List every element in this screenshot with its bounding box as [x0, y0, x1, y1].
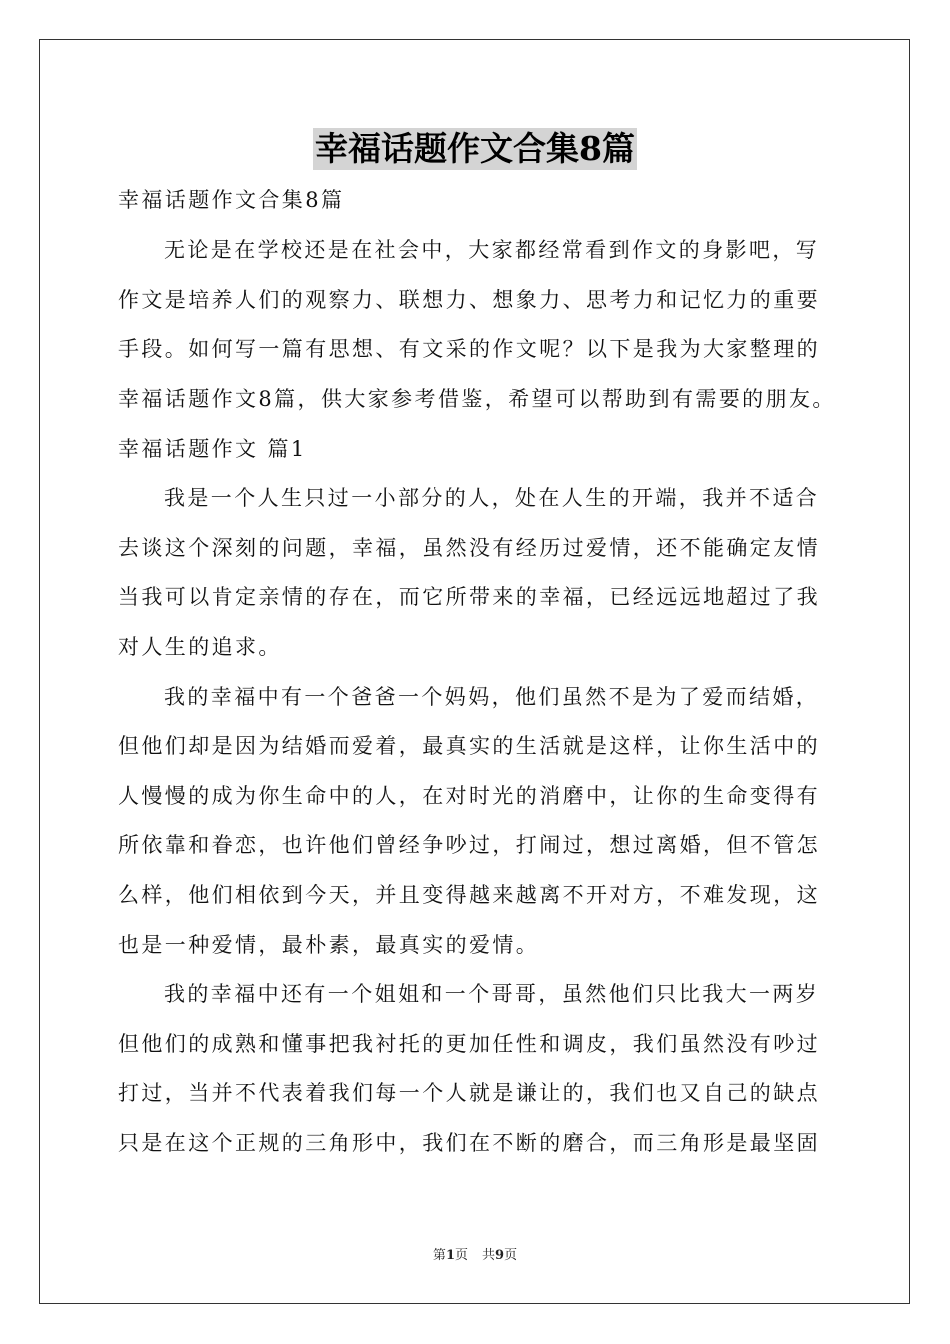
page-suffix: 页 — [454, 1248, 468, 1263]
paragraph-line: 我的幸福中还有一个姐姐和一个哥哥，虽然他们只比我大一两岁 — [164, 982, 820, 1006]
total-prefix: 共 — [482, 1248, 496, 1263]
page-prefix: 第 — [432, 1248, 446, 1263]
intro-line: 无论是在学校还是在社会中，大家都经常看到作文的身影吧，写 — [164, 238, 820, 262]
total-suffix: 页 — [504, 1248, 518, 1263]
title-wrap — [0, 128, 950, 170]
page-border — [39, 39, 910, 1304]
page-footer — [0, 1248, 950, 1264]
paragraph-line: 我是一个人生只过一小部分的人，处在人生的开端，我并不适合 — [164, 486, 820, 510]
paragraph-line: 人慢慢的成为你生命中的人，在对时光的消磨中，让你的生命变得有 — [118, 784, 820, 808]
paragraph-line: 么样，他们相依到今天，并且变得越来越离不开对方，不难发现，这 — [118, 883, 820, 907]
paragraph-line: 对人生的追求。 — [118, 635, 282, 659]
paragraph-line: 也是一种爱情，最朴素，最真实的爱情。 — [118, 933, 540, 957]
paragraph-line: 只是在这个正规的三角形中，我们在不断的磨合，而三角形是最坚固 — [118, 1131, 820, 1155]
paragraph-line: 但他们却是因为结婚而爱着，最真实的生活就是这样，让你生活中的 — [118, 734, 820, 758]
paragraph-line: 去谈这个深刻的问题，幸福，虽然没有经历过爱情，还不能确定友情 — [118, 536, 820, 560]
page-total: 9 — [495, 1248, 505, 1263]
intro-line: 幸福话题作文8篇，供大家参考借鉴，希望可以帮助到有需要的朋友。 — [118, 387, 836, 411]
paragraph-line: 我的幸福中有一个爸爸一个妈妈，他们虽然不是为了爱而结婚， — [164, 685, 820, 709]
paragraph-line: 打过，当并不代表着我们每一个人就是谦让的，我们也又自己的缺点 — [118, 1081, 820, 1105]
page-current: 1 — [445, 1248, 455, 1263]
paragraph-line: 当我可以肯定亲情的存在，而它所带来的幸福，已经远远地超过了我 — [118, 585, 820, 609]
section-heading: 幸福话题作文 篇1 — [118, 437, 307, 461]
intro-line: 作文是培养人们的观察力、联想力、想象力、思考力和记忆力的重要 — [118, 288, 820, 312]
document-title: 幸福话题作文合集8篇 — [315, 129, 635, 168]
document-subtitle: 幸福话题作文合集8篇 — [118, 188, 345, 212]
intro-line: 手段。如何写一篇有思想、有文采的作文呢？以下是我为大家整理的 — [118, 337, 820, 361]
paragraph-line: 但他们的成熟和懂事把我衬托的更加任性和调皮，我们虽然没有吵过 — [118, 1032, 820, 1056]
paragraph-line: 所依靠和眷恋，也许他们曾经争吵过，打闹过，想过离婚，但不管怎 — [118, 833, 820, 857]
